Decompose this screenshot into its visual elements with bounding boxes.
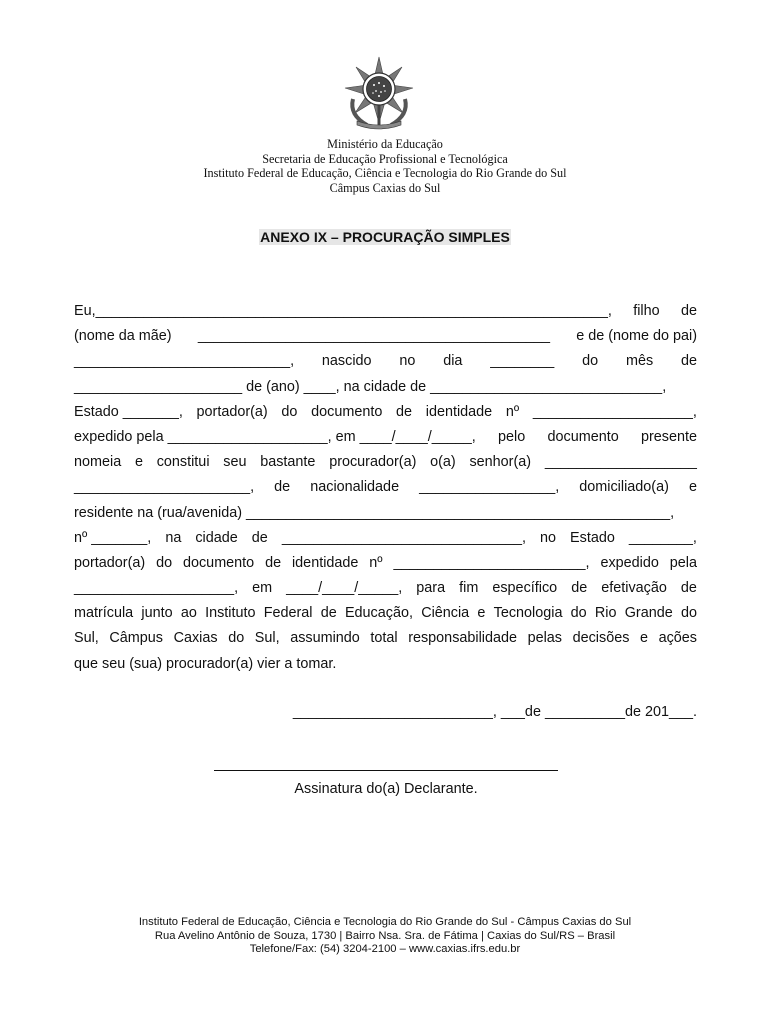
- brazil-coat-of-arms-icon: [343, 55, 415, 131]
- body-word: Educação,: [344, 605, 413, 622]
- body-word: Sul,: [74, 630, 99, 647]
- body-word: de: [680, 353, 697, 370]
- body-word: Estado _______,: [74, 403, 183, 420]
- header-campus: Câmpus Caxias do Sul: [329, 180, 441, 195]
- body-word: e: [477, 605, 486, 622]
- body-word: de: [251, 529, 268, 546]
- body-word: pela: [669, 554, 697, 571]
- body-line: [74, 551, 697, 576]
- body-word: expedido pela ____________________, em ____/____/_____,: [74, 428, 476, 445]
- body-word: o(a): [430, 454, 456, 471]
- body-line: [74, 400, 697, 425]
- body-word: presente: [640, 428, 697, 445]
- body-word: ______________________________,: [281, 529, 526, 546]
- body-word: junto: [141, 605, 173, 622]
- body-line: [74, 324, 697, 349]
- signature-line: [214, 770, 558, 771]
- body-word: nacionalidade: [310, 479, 400, 496]
- body-word: ____________________,: [74, 580, 239, 597]
- body-word: procurador(a): [329, 454, 417, 471]
- footer: [0, 916, 770, 957]
- body-word: de: [274, 479, 291, 496]
- body-word: seu: [223, 454, 247, 471]
- document-title: [0, 229, 770, 245]
- body-word: do: [156, 554, 173, 571]
- body-word: e: [639, 630, 648, 647]
- body-word: no: [399, 353, 416, 370]
- body-word: do: [680, 605, 697, 622]
- body-word: portador(a): [74, 554, 146, 571]
- footer-institute: Instituto Federal de Educação, Ciência e Tecnologia do Rio Grande do Sul - Câmpus Caxias do Sul: [138, 916, 632, 928]
- procuration-body: [74, 299, 697, 677]
- body-word: decisões: [572, 630, 630, 647]
- body-word: residente na (rua/avenida) _____________________________________________________,: [74, 504, 675, 521]
- body-word: domiciliado(a): [579, 479, 669, 496]
- body-word: total: [370, 630, 398, 647]
- body-word: efetivação: [601, 580, 667, 597]
- body-word: Câmpus: [109, 630, 163, 647]
- body-word: e de (nome do pai): [576, 328, 697, 345]
- body-line: [74, 375, 697, 400]
- body-word: fim: [459, 580, 479, 597]
- body-word: pelo: [498, 428, 526, 445]
- institution-header: [0, 137, 770, 195]
- body-word: Grande: [624, 605, 673, 622]
- body-word: Sul,: [254, 630, 280, 647]
- body-word: Caxias: [173, 630, 218, 647]
- body-line: [74, 475, 697, 500]
- body-word: mês: [625, 353, 654, 370]
- body-word: Federal: [263, 605, 313, 622]
- body-word: nº: [505, 403, 520, 420]
- body-word: no: [539, 529, 556, 546]
- body-word: de: [265, 554, 282, 571]
- body-word: para: [416, 580, 446, 597]
- body-word: do: [582, 353, 599, 370]
- body-word: identidade: [291, 554, 359, 571]
- body-word: (nome da mãe): [74, 328, 172, 345]
- header-secretariat: Secretaria de Educação Profissional e Tecnológica: [262, 151, 508, 166]
- body-word: ações: [658, 630, 697, 647]
- body-word: ____/____/_____,: [286, 580, 403, 597]
- body-word: de: [680, 303, 697, 319]
- body-word: ___________________________,: [74, 353, 295, 370]
- footer-contact: Telefone/Fax: (54) 3204-2100 – www.caxias.ifrs.edu.br: [249, 943, 521, 956]
- body-word: do: [281, 403, 298, 420]
- header-ministry: Ministério da Educação: [327, 137, 443, 151]
- body-word: de: [571, 580, 588, 597]
- body-word: constitui: [156, 454, 210, 471]
- body-line: [74, 576, 697, 601]
- body-word: específico: [492, 580, 558, 597]
- body-word: Estado: [570, 529, 615, 546]
- body-word: Instituto: [205, 605, 256, 622]
- body-word: que seu (sua) procurador(a) vier a tomar.: [74, 655, 337, 672]
- signature-label: Assinatura do(a) Declarante.: [294, 781, 478, 797]
- body-word: de: [396, 403, 413, 420]
- body-word: documento: [182, 554, 255, 571]
- body-word: cidade: [195, 529, 238, 546]
- body-word: ________: [490, 353, 555, 370]
- body-line: [74, 501, 697, 526]
- body-word: de: [320, 605, 337, 622]
- body-word: documento: [311, 403, 383, 420]
- body-word: ______________________,: [74, 479, 255, 496]
- body-line: [74, 526, 697, 551]
- body-word: Eu,________________________________________________________________,: [74, 303, 612, 319]
- body-word: e: [134, 454, 143, 471]
- body-line: [74, 626, 697, 651]
- body-word: ________________________,: [393, 554, 590, 571]
- body-word: e: [688, 479, 697, 496]
- body-word: nomeia: [74, 454, 122, 471]
- body-word: Ciência: [421, 605, 470, 622]
- body-word: na: [165, 529, 182, 546]
- body-word: dia: [443, 353, 463, 370]
- body-word: documento: [547, 428, 619, 445]
- body-word: _____________________ de (ano) ____, na cidade de _____________________________,: [74, 378, 667, 395]
- body-word: nº: [369, 554, 383, 571]
- body-line: [74, 601, 697, 626]
- body-word: expedido: [600, 554, 659, 571]
- body-line: [74, 349, 697, 374]
- body-line: [74, 425, 697, 450]
- body-line: [74, 652, 697, 677]
- body-word: Tecnologia: [493, 605, 563, 622]
- body-word: ____________________________________________: [197, 328, 550, 345]
- body-word: responsabilidade: [408, 630, 517, 647]
- body-word: assumindo: [290, 630, 360, 647]
- body-word: pelas: [527, 630, 562, 647]
- footer-address: Rua Avelino Antônio de Souza, 1730 | Bairro Nsa. Sra. de Fátima | Caxias do Sul/RS – Brasil: [154, 929, 616, 942]
- body-word: do: [228, 630, 245, 647]
- document-title-text: ANEXO IX – PROCURAÇÃO SIMPLES: [260, 229, 510, 245]
- body-word: ___________________: [544, 454, 697, 471]
- body-word: matrícula: [74, 605, 134, 622]
- body-word: identidade: [425, 403, 493, 420]
- body-word: ao: [180, 605, 197, 622]
- header-institute: Instituto Federal de Educação, Ciência e Tecnologia do Rio Grande do Sul: [203, 166, 567, 180]
- body-line: [74, 450, 697, 475]
- date-line: _________________________, ___de __________de 201___.: [292, 704, 697, 720]
- body-word: _________________,: [419, 479, 560, 496]
- body-word: Rio: [594, 605, 617, 622]
- body-word: ________,: [628, 529, 697, 546]
- body-word: nº _______,: [74, 529, 152, 546]
- body-word: portador(a): [196, 403, 268, 420]
- body-word: filho: [633, 303, 660, 319]
- body-word: nascido: [321, 353, 372, 370]
- body-line: [74, 299, 697, 324]
- body-word: senhor(a): [469, 454, 532, 471]
- body-word: ____________________,: [532, 403, 697, 420]
- body-word: do: [570, 605, 587, 622]
- body-word: em: [252, 580, 273, 597]
- body-word: bastante: [260, 454, 316, 471]
- body-word: de: [680, 580, 697, 597]
